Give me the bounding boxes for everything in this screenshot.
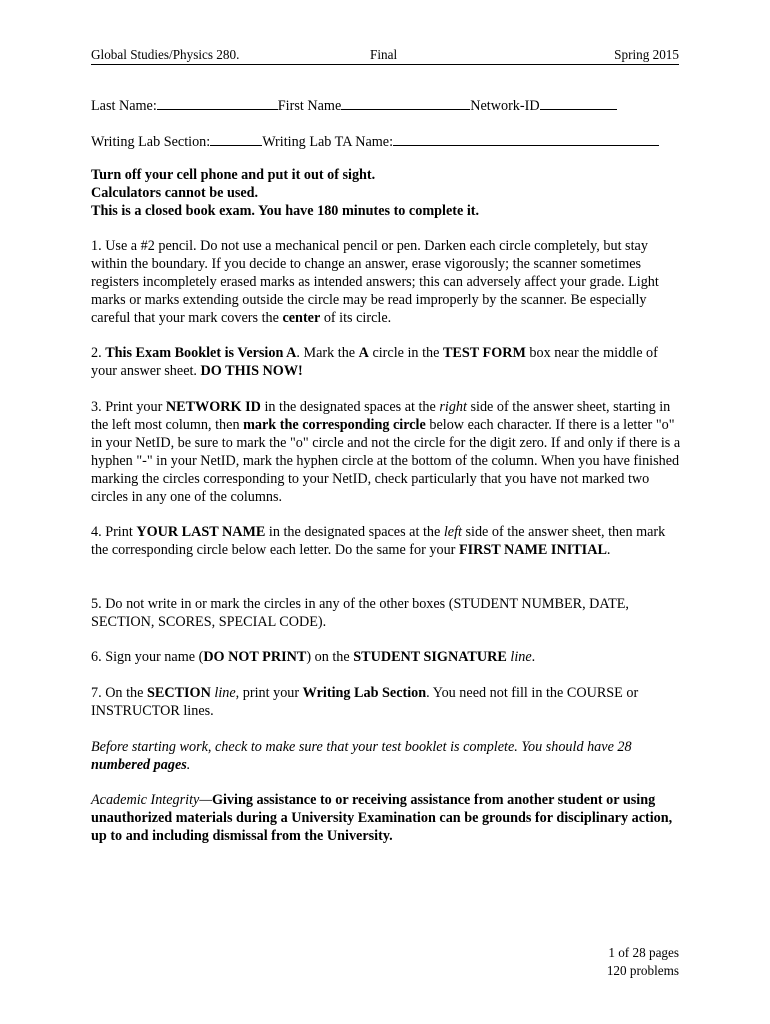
instruction-4 bbox=[91, 523, 681, 559]
instruction-emphasis: SECTION bbox=[146, 685, 211, 701]
instruction-emphasis: FIRST NAME INITIAL bbox=[458, 542, 607, 558]
writing-lab-ta-blank[interactable] bbox=[393, 130, 659, 146]
instruction-emphasis: NETWORK ID bbox=[165, 399, 261, 415]
instruction-text: . Mark the bbox=[296, 345, 359, 361]
instruction-text: of its circle. bbox=[320, 310, 392, 326]
notice-calculators: Calculators cannot be used. bbox=[91, 185, 259, 201]
instruction-7 bbox=[91, 684, 681, 720]
instruction-emphasis: center bbox=[282, 310, 321, 326]
instruction-emphasis: DO NOT PRINT bbox=[203, 649, 307, 665]
instruction-3 bbox=[91, 398, 681, 506]
instruction-italic: line bbox=[510, 649, 532, 665]
instruction-text: 1. Use a #2 pencil. Do not use a mechanical pencil or pen. Darken each circle completely, but stay within the boundary. If you decide to change an answer, erase vigorously; the scanner sometimes registers incompletely erased marks as intended answers; this can adversely affect your grade. Light marks or marks extending outside the circle may be read improperly by the scanner. Be especially careful that your mark covers the bbox=[91, 238, 659, 326]
instruction-emphasis: TEST FORM bbox=[442, 345, 526, 361]
check-text: Before starting work, check to make sure that your test booklet is complete. You should have 28 bbox=[91, 739, 632, 755]
notice-closed-book: This is a closed book exam. You have 180 minutes to complete it. bbox=[91, 203, 480, 219]
instruction-text: . bbox=[531, 649, 536, 665]
instruction-2 bbox=[91, 344, 681, 380]
instruction-emphasis: A bbox=[358, 345, 369, 361]
writing-lab-section-blank[interactable] bbox=[210, 130, 262, 146]
instruction-text: . You need not fill in the COURSE or INSTRUCTOR lines. bbox=[91, 685, 639, 719]
exam-notice bbox=[91, 166, 681, 220]
name-fields-row bbox=[91, 94, 617, 115]
instruction-emphasis: DO THIS NOW! bbox=[200, 363, 303, 379]
first-name-blank[interactable] bbox=[341, 94, 470, 110]
check-emphasis: numbered pages bbox=[91, 757, 187, 773]
instruction-italic: left bbox=[443, 524, 462, 540]
course-name: Global Studies/Physics 280. bbox=[91, 47, 240, 62]
instruction-italic: right bbox=[439, 399, 467, 415]
page-header bbox=[91, 46, 679, 65]
integrity-text: Giving assistance to or receiving assistance from another student or using unauthorized materials during a University Examination can be grounds for disciplinary action, up to and including dismissal from the University. bbox=[91, 792, 673, 844]
instruction-text: , print your bbox=[235, 685, 303, 701]
exam-term: Spring 2015 bbox=[614, 47, 679, 62]
network-id-blank[interactable] bbox=[540, 94, 617, 110]
instruction-emphasis: Writing Lab Section bbox=[302, 685, 427, 701]
instruction-text: circle in the bbox=[368, 345, 443, 361]
page-count: 1 of 28 pages bbox=[608, 945, 679, 960]
instruction-text: 6. Sign your name ( bbox=[91, 649, 204, 665]
writing-lab-row bbox=[91, 130, 659, 151]
instruction-5 bbox=[91, 595, 681, 631]
first-name-label: First Name bbox=[277, 98, 342, 114]
instruction-text: 3. Print your bbox=[91, 399, 166, 415]
instruction-text: in the designated spaces at the bbox=[265, 524, 444, 540]
instruction-emphasis: This Exam Booklet is Version A bbox=[105, 345, 297, 361]
instruction-text: 2. bbox=[91, 345, 106, 361]
instruction-text: side of the answer sheet, starting in the left most column, then bbox=[91, 399, 671, 433]
last-name-blank[interactable] bbox=[157, 94, 278, 110]
integrity-heading: Academic Integrity— bbox=[91, 792, 212, 808]
instruction-italic: line bbox=[214, 685, 236, 701]
booklet-check-note bbox=[91, 738, 681, 774]
page-footer bbox=[607, 944, 679, 980]
instruction-emphasis: YOUR LAST NAME bbox=[136, 524, 266, 540]
instruction-text: in the designated spaces at the bbox=[260, 399, 440, 415]
check-text: . bbox=[186, 757, 191, 773]
instruction-text: 4. Print bbox=[91, 524, 137, 540]
instruction-text: side of the answer sheet, then mark the corresponding circle below each letter. Do the same for your bbox=[91, 524, 666, 558]
instruction-text: ) on the bbox=[306, 649, 354, 665]
instruction-emphasis: STUDENT SIGNATURE bbox=[353, 649, 507, 665]
instruction-text: box near the middle of your answer sheet. bbox=[91, 345, 658, 379]
problem-count: 120 problems bbox=[606, 963, 679, 978]
notice-phone: Turn off your cell phone and put it out of sight. bbox=[91, 167, 376, 183]
instruction-text: below each character. If there is a letter "o" in your NetID, be sure to mark the "o" circle and not the circle for the digit zero. If and only if there is a hyphen "-" in your NetID, mark the hyphen circle at the bottom of the column. When you have finished marking the circles corresponding to your NetID, check particularly that you have not marked two circles in any one of the columns. bbox=[91, 417, 681, 505]
instruction-text: . bbox=[606, 542, 611, 558]
instruction-emphasis: mark the corresponding circle bbox=[243, 417, 426, 433]
academic-integrity-note bbox=[91, 791, 681, 845]
instruction-text: 5. Do not write in or mark the circles in any of the other boxes (STUDENT NUMBER, DATE, SECTION, SCORES, SPECIAL CODE). bbox=[91, 596, 629, 630]
network-id-label: Network-ID bbox=[470, 98, 540, 114]
instruction-6 bbox=[91, 648, 681, 666]
writing-lab-section-label: Writing Lab Section: bbox=[91, 134, 211, 150]
exam-title: Final bbox=[370, 47, 398, 62]
instruction-text: 7. On the bbox=[91, 685, 147, 701]
last-name-label: Last Name: bbox=[91, 98, 157, 114]
writing-lab-ta-label: Writing Lab TA Name: bbox=[262, 134, 394, 150]
instruction-1 bbox=[91, 237, 681, 327]
